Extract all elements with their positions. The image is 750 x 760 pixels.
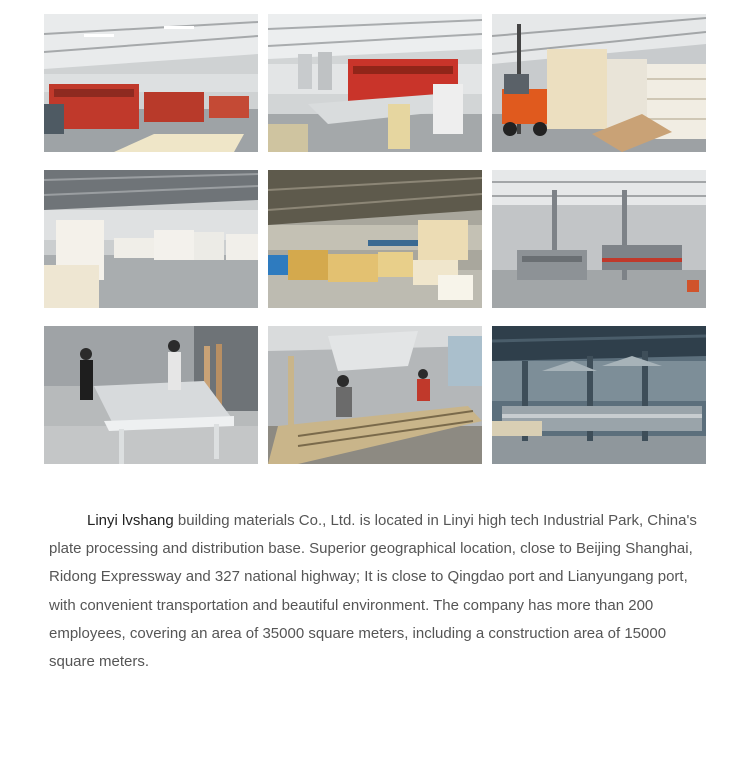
company-description: building materials Co., Ltd. is located in Linyi high tech Industrial Park, China's plate processing and distribution base. Superior geographical location, close to Beijing Shanghai, Ridong Expressway and 327 national highway; It is close to Qingdao port and Lianyungang port, with convenient transportation and beautiful environment. The company has more than 200 employees, covering an area of 35000 square meters, including a construction area of 15000 square meters. [49, 512, 697, 671]
company-introduction [49, 507, 709, 676]
photo-profile-cutting [268, 326, 482, 464]
photo-raw-material-sacks [44, 170, 258, 308]
factory-photo-gallery [44, 14, 706, 464]
company-name: Linyi lvshang [87, 512, 174, 529]
photo-production-line-2 [268, 14, 482, 152]
photo-warehouse-forklift [492, 14, 706, 152]
photo-workers-at-table [44, 326, 258, 464]
photo-machine-hall [492, 170, 706, 308]
photo-board-stacks [268, 170, 482, 308]
photo-production-line-1 [44, 14, 258, 152]
photo-coating-line [492, 326, 706, 464]
